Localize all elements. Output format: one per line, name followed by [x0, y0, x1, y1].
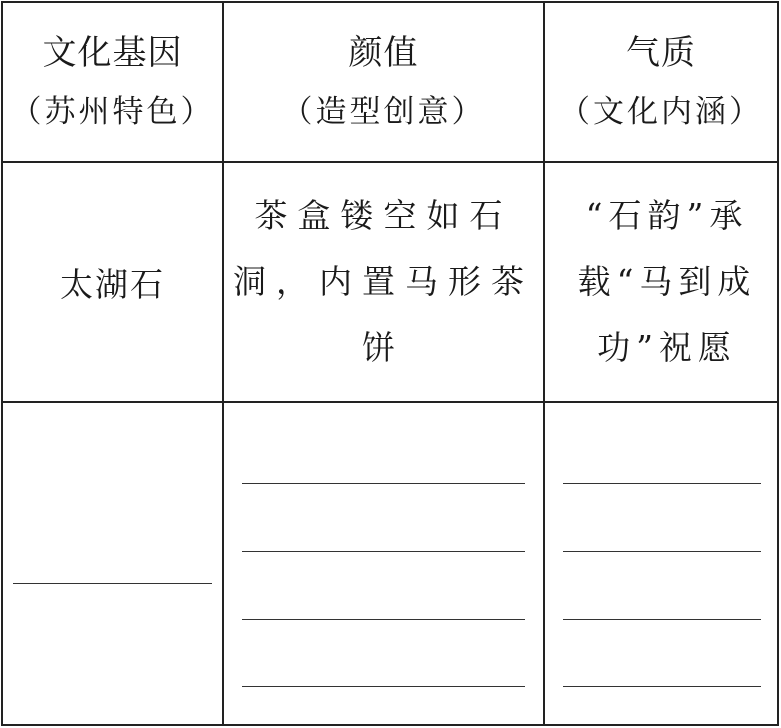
- temperament-answer-line-4[interactable]: [563, 686, 761, 687]
- culture-design-table: [1, 1, 779, 726]
- example-appearance-cell: 茶盒镂空如石洞，内置马形茶饼: [223, 162, 544, 402]
- appearance-answer-line-1[interactable]: [242, 483, 525, 484]
- example-gene-cell: 太湖石: [2, 162, 223, 402]
- header-subtitle-gene: （苏州特色）: [10, 94, 215, 130]
- appearance-answer-line-2[interactable]: [242, 551, 525, 552]
- header-cell-appearance: [223, 2, 544, 162]
- appearance-answer-line-4[interactable]: [242, 686, 525, 687]
- appearance-answer-line-3[interactable]: [242, 619, 525, 620]
- temperament-answer-line-2[interactable]: [563, 551, 761, 552]
- header-title-appearance: 颜值: [348, 33, 419, 73]
- header-title-temperament: 气质: [626, 33, 696, 73]
- gene-answer-line[interactable]: [13, 583, 212, 584]
- blank-answer-row: [2, 402, 778, 725]
- gene-answer-cell[interactable]: [2, 402, 223, 725]
- header-cell-temperament: [544, 2, 778, 162]
- temperament-answer-line-1[interactable]: [563, 483, 761, 484]
- header-row: [2, 2, 778, 162]
- header-cell-gene: [2, 2, 223, 162]
- example-temperament-cell: “石韵”承载“马到成功”祝愿: [544, 162, 778, 402]
- appearance-answer-cell[interactable]: [223, 402, 544, 725]
- temperament-answer-cell[interactable]: [544, 402, 778, 725]
- temperament-answer-line-3[interactable]: [563, 619, 761, 620]
- header-subtitle-temperament: （文化内涵）: [559, 94, 763, 130]
- header-title-gene: 文化基因: [42, 33, 183, 73]
- header-subtitle-appearance: （造型创意）: [281, 94, 486, 130]
- example-row: [2, 162, 778, 402]
